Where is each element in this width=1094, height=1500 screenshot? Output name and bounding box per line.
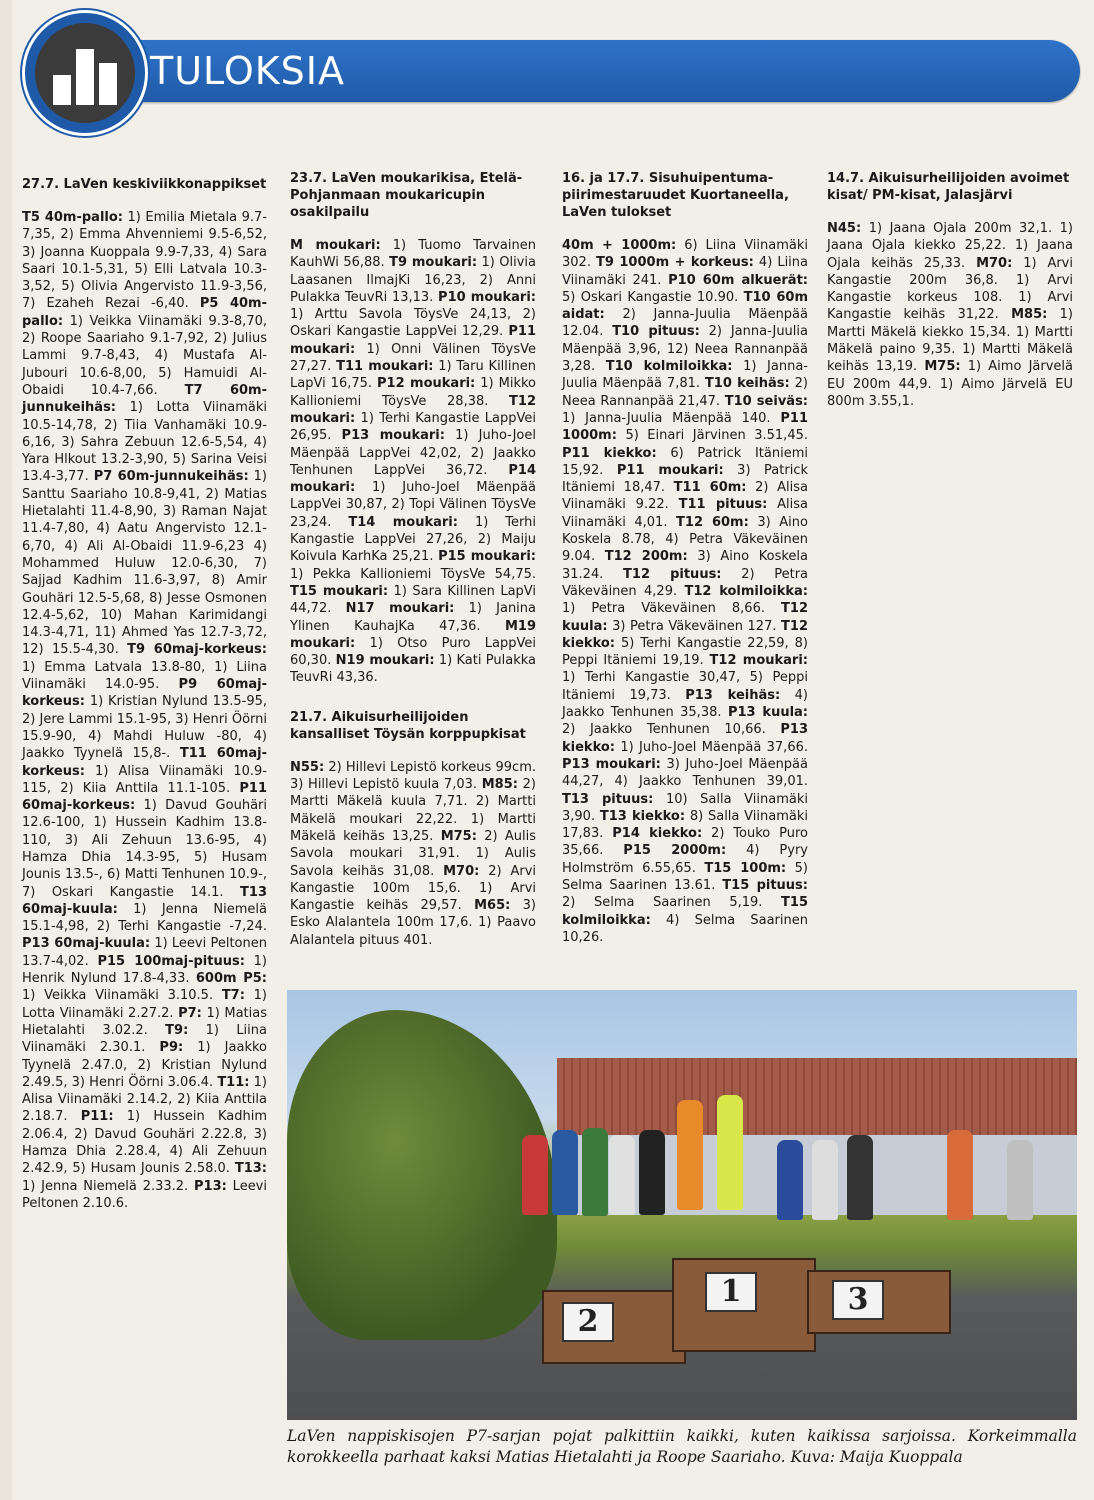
category-label: T7 60m-junnukeihäs:	[22, 382, 267, 416]
category-label: T12 60m:	[676, 514, 749, 530]
category-label: P11 moukari:	[290, 324, 536, 357]
category-label: T15 moukari:	[290, 583, 389, 599]
category-label: T12 kolmiloikka:	[684, 583, 808, 599]
podium-label-2: 2	[562, 1302, 614, 1342]
category-label: P10 moukari:	[438, 289, 536, 305]
event-heading: 21.7. Aikuisurheilijoiden kansalliset Töysän korppupkisat	[290, 709, 526, 742]
category-label: T12 moukari:	[290, 393, 536, 426]
results-logo-icon	[22, 10, 148, 136]
category-label: M moukari:	[290, 238, 381, 253]
event-heading: 27.7. LaVen keskiviikkonappikset	[22, 177, 267, 192]
category-label: N19 moukari:	[335, 653, 435, 669]
building-roof	[557, 1058, 1077, 1138]
award-ceremony-photo	[287, 990, 1077, 1420]
category-label: P15 2000m:	[623, 843, 727, 859]
event-results: N45: 1) Jaana Ojala 200m 32,1. 1) Jaana Ojala kiekko 25,22. 1) Jaana Ojala keihäs 25,33. M70: 1) Arvi Kangastie 200m 36,8. 1) Arvi Kangastie korkeus 108. 1) Arvi Kangastie keihäs 31,22. M85: 1) Martti Mäkelä kiekko 15,34. 1) Martti Mäkelä paino 9,35. 1) Martti Mäkelä keihäs 13,19. M75: 1) Aimo Järvelä EU 200m 44,9. 1) Aimo Järvelä EU 800m 3.55,1.	[827, 221, 1073, 409]
category-label: P11 1000m:	[562, 410, 808, 444]
category-label: M70:	[443, 863, 480, 879]
category-label: M65:	[474, 898, 511, 914]
event-results: M moukari: 1) Tuomo Tarvainen KauhWi 56,88. T9 moukari: 1) Olivia Laasanen IlmajKi 16,23, 2) Anni Pulakka TeuvRi 13,13. P10 moukari: 1) Arttu Savola TöysVe 24,13, 2) Oskari Kangastie LappVei 12,29. P11 moukari: 1) Onni Välinen TöysVe 27,27. T11 moukari: 1) Taru Killinen LapVi 16,75. P12 moukari: 1) Mikko Kallioniemi TöysVe 28,38. T12 moukari: 1) Terhi Kangastie LappVei 26,95. P13 moukari: 1) Juho-Joel Mäenpää LappVei 42,02, 2) Jaakko Tenhunen LappVei 36,72. P14 moukari: 1) Juho-Joel Mäenpää LappVei 30,87, 2) Topi Välinen TöysVe 23,24. T14 moukari: 1) Terhi Kangastie LappVei 27,26, 2) Maiju Koivula KarhKa 25,21. P15 moukari: 1) Pekka Kallioniemi TöysVe 54,75. T15 moukari: 1) Sara Killinen LapVi 44,72. N17 moukari: 1) Janina Ylinen KauhajKa 47,36. M19 moukari: 1) Otso Puro LappVei 60,30. N19 moukari: 1) Kati Pulakka TeuvRi 43,36.	[290, 238, 537, 686]
category-label: P10 60m alkuerät:	[668, 272, 808, 288]
event-heading: 16. ja 17.7. Sisuhuipentuma-piirimestaruudet Kuortaneella, LaVen tulokset	[562, 171, 789, 220]
podium-label-1: 1	[705, 1272, 757, 1312]
category-label: P14 moukari:	[290, 462, 536, 496]
category-label: P15 100maj-pituus:	[97, 953, 245, 969]
category-label: T13 pituus:	[562, 791, 654, 807]
category-label: P14 kiekko:	[612, 826, 703, 842]
category-label: T11:	[217, 1074, 250, 1090]
category-label: P13 kuula:	[727, 705, 809, 721]
category-label: T13 60maj-kuula:	[22, 884, 267, 917]
category-label: T14 moukari:	[348, 514, 458, 530]
category-label: T9 1000m + korkeus:	[596, 255, 754, 271]
page-edge	[0, 0, 12, 1500]
category-label: M70:	[976, 255, 1013, 271]
category-label: T10 kolmiloikka:	[605, 359, 733, 375]
category-label: T12 pituus:	[623, 566, 722, 582]
category-label: M85:	[481, 777, 518, 793]
category-label: T12 kuula:	[562, 601, 808, 634]
event-heading: 14.7. Aikuisurheilijoiden avoimet kisat/ PM-kisat, Jalasjärvi	[827, 171, 1070, 203]
category-label: M75:	[924, 359, 961, 375]
category-label: T10 seiväs:	[724, 393, 809, 409]
category-label: T12 moukari:	[709, 653, 808, 669]
category-label: P7 60m-junnukeihäs:	[93, 469, 249, 485]
category-label: P13:	[194, 1178, 227, 1194]
category-label: P11 kiekko:	[562, 445, 657, 461]
event-results: N55: 2) Hillevi Lepistö korkeus 99cm. 3) Hillevi Lepistö kuula 7,03. M85: 2) Martti Mäkelä kuula 7,71. 2) Martti Mäkelä moukari 22,22. 1) Martti Mäkelä keihäs 13,25. M75: 2) Aulis Savola moukari 31,91. 1) Aulis Savola keihäs 31,08. M70: 2) Arvi Kangastie 100m 15,6. 1) Arvi Kangastie keihäs 29,57. M65: 3) Esko Alalantela 100m 17,6. 1) Paavo Alalantela pituus 401.	[290, 759, 537, 948]
category-label: T10 60m aidat:	[562, 289, 808, 323]
category-label: T10 keihäs:	[704, 376, 790, 392]
results-column-2	[290, 170, 536, 949]
category-label: N17 moukari:	[345, 601, 455, 617]
category-label: M85:	[1011, 307, 1048, 323]
results-column-1	[22, 176, 267, 1212]
category-label: T15 pituus:	[722, 877, 808, 893]
category-label: T5 40m-pallo:	[22, 210, 123, 225]
category-label: 40m + 1000m:	[562, 238, 677, 253]
category-label: T11 pituus:	[678, 497, 768, 513]
category-label: T10 pituus:	[612, 324, 700, 340]
category-label: T13:	[234, 1161, 267, 1177]
category-label: T13 kiekko:	[599, 808, 686, 824]
category-label: T15 kolmiloikka:	[562, 895, 808, 928]
event-heading: 23.7. LaVen moukarikisa, Etelä-Pohjanmaan moukaricupin osakilpailu	[290, 171, 523, 220]
category-label: N55:	[290, 759, 325, 775]
results-column-3	[562, 170, 808, 946]
category-label: M75:	[440, 828, 477, 844]
category-label: T9 moukari:	[389, 255, 478, 271]
photo-caption: LaVen nappiskisojen P7-sarjan pojat palkittiin kaikki, kuten kaikissa sarjoissa. Korkeimmalla korokkeella parhaat kaksi Matias Hietalahti ja Roope Saariaho. Kuva: Maija Kuoppala	[287, 1427, 1077, 1466]
category-label: M19 moukari:	[290, 618, 536, 651]
category-label: T12 kiekko:	[562, 618, 808, 651]
category-label: P12 moukari:	[377, 376, 476, 392]
category-label: P7:	[178, 1005, 202, 1021]
category-label: P9:	[159, 1040, 184, 1056]
category-label: T11 moukari:	[336, 359, 434, 375]
category-label: T9:	[165, 1022, 189, 1038]
category-label: 600m P5:	[195, 971, 267, 987]
event-results: T5 40m-pallo: 1) Emilia Mietala 9.7-7,35, 2) Emma Ahvenniemi 9.5-6,52, 3) Joanna Kuoppala 9.9-7,33, 4) Sara Saari 10.1-5,31, 5) Elli Latvala 10.3-3,52, 5) Olivia Angervisto 11.9-3,56, 7) Ezaheh Rezai -6,40. P5 40m-pallo: 1) Veikka Viinamäki 9.3-8,70, 2) Roope Saariaho 9.1-7,92, 2) Julius Lammi 9.7-8,43, 4) Mustafa Al-Jubouri 10.6-8,00, 5) Hamuidi Al-Obaidi 10.4-7,66. T7 60m-junnukeihäs: 1) Lotta Viinamäki 10.5-14,78, 2) Tiia Vanhamäki 10.9-6,16, 3) Sahra Zebuun 12.6-5,54, 4) Yara Hlkout 13.2-3,90, 5) Sarina Veisi 13.4-3,77. P7 60m-junnukeihäs: 1) Santtu Saariaho 10.8-9,41, 2) Matias Hietalahti 11.4-8,90, 3) Raman Najat 11.4-7,80, 4) Aatu Angervisto 12.1-6,70, 4) Ali Al-Obaidi 11.9-6,23 4) Mohammed Huluw 12.0-6,30, 7) Sajjad Kadhim 11.6-3,97, 8) Amir Gouhäri 12.5-5,68, 8) Jesse Osmonen 12.4-5,62, 10) Mahan Karimidangi 14.3-4,71, 11) Ahmed Yas 12.7-3,72, 12) 15.5-4,30. T9 60maj-korkeus: 1) Emma Latvala 13.8-80, 1) Liina Viinamäki 14.0-95. P9 60maj-korkeus: 1) Kristian Nylund 13.5-95, 2) Jere Lammi 15.1-95, 3) Henri Öörni 15.9-90, 4) Mahdi Huluw -80, 4) Jaakko Tyynelä 15,8-. T11 60maj-korkeus: 1) Alisa Viinamäki 10.9-115, 2) Kiia Anttila 11.1-105. P11 60maj-korkeus: 1) Davud Gouhäri 12.6-100, 1) Hussein Kadhim 13.8-110, 3) Ali Zehuun 13.6-95, 4) Hamza Dhia 14.3-95, 5) Husam Jounis 13.5-, 6) Matti Tenhunen 10.9-, 7) Oskari Kangastie 14.1. T13 60maj-kuula: 1) Jenna Niemelä 15.1-4,98, 2) Terhi Kangastie -7,24. P13 60maj-kuula: 1) Leevi Peltonen 13.7-4,02. P15 100maj-pituus: 1) Henrik Nylund 17.8-4,33. 600m P5: 1) Veikka Viinamäki 3.10.5. T7: 1) Lotta Viinamäki 2.27.2. P7: 1) Matias Hietalahti 3.02.2. T9: 1) Liina Viinamäki 2.30.1. P9: 1) Jaakko Tyynelä 2.47.0, 2) Kristian Nylund 2.49.5, 3) Henri Öörni 3.06.4. T11: 1) Alisa Viinamäki 2.14.2, 2) Kiia Anttila 2.18.7. P11: 1) Hussein Kadhim 2.06.4, 2) Davud Gouhäri 2.22.8, 3) Hamza Dhia 2.28.4, 4) Ali Zehuun 2.42.9, 5) Husam Jounis 2.58.0. T13: 1) Jenna Niemelä 2.33.2. P13: Leevi Peltonen 2.10.6.	[22, 210, 268, 1211]
category-label: P13 moukari:	[562, 756, 661, 772]
category-label: T11 60maj-korkeus:	[22, 746, 267, 779]
category-label: P5 40m-pallo:	[22, 296, 267, 329]
category-label: T7:	[221, 988, 245, 1004]
section-title: TULOKSIA	[150, 49, 345, 93]
category-label: T11 60m:	[673, 480, 747, 496]
category-label: P13 keihäs:	[685, 687, 781, 703]
category-label: P11 moukari:	[616, 462, 724, 478]
event-results: 40m + 1000m: 6) Liina Viinamäki 302. T9 1000m + korkeus: 4) Liina Viinamäki 241. P10 60m alkuerät: 5) Oskari Kangastie 10.90. T10 60m aidat: 2) Janna-Juulia Mäenpää 12.04. T10 pituus: 2) Janna-Juulia Mäenpää 3,96, 12) Neea Rannanpää 3,28. T10 kolmiloikka: 1) Janna-Juulia Mäenpää 7,81. T10 keihäs: 2) Neea Rannanpää 21,47. T10 seiväs: 1) Janna-Juulia Mäenpää 140. P11 1000m: 5) Einari Järvinen 3.51,45. P11 kiekko: 6) Patrick Itäniemi 15,92. P11 moukari: 3) Patrick Itäniemi 18,47. T11 60m: 2) Alisa Viinamäki 9.22. T11 pituus: Alisa Viinamäki 4,01. T12 60m: 3) Aino Koskela 8.78, 4) Petra Väkeväinen 9.04. T12 200m: 3) Aino Koskela 31.24. T12 pituus: 2) Petra Väkeväinen 4,29. T12 kolmiloikka: 1) Petra Väkeväinen 8,66. T12 kuula: 3) Petra Väkeväinen 127. T12 kiekko: 5) Terhi Kangastie 22,59, 8) Peppi Itäniemi 19,19. T12 moukari: 1) Terhi Kangastie 30,47, 5) Peppi Itäniemi 19,73. P13 keihäs: 4) Jaakko Tenhunen 35,38. P13 kuula: 2) Jaakko Tenhunen 10,66. P13 kiekko: 1) Juho-Joel Mäenpää 37,66. P13 moukari: 3) Juho-Joel Mäenpää 44,27, 4) Jaakko Tenhunen 39,01. T13 pituus: 10) Salla Viinamäki 3,90. T13 kiekko: 8) Salla Viinamäki 17,83. P14 kiekko: 2) Touko Puro 35,66. P15 2000m: 4) Pyry Holmström 6.55,65. T15 100m: 5) Selma Saarinen 13.61. T15 pituus: 2) Selma Saarinen 5,19. T15 kolmiloikka: 4) Selma Saarinen 10,26.	[562, 238, 809, 945]
category-label: P15 moukari:	[438, 549, 536, 565]
category-label: T15 100m:	[704, 860, 787, 876]
category-label: N45:	[827, 221, 862, 236]
category-label: P13 kiekko:	[562, 722, 808, 755]
header-banner	[88, 40, 1080, 102]
category-label: P13 60maj-kuula:	[22, 936, 151, 952]
category-label: T9 60maj-korkeus:	[127, 642, 267, 658]
category-label: P9 60maj-korkeus:	[22, 677, 267, 710]
category-label: P13 moukari:	[341, 428, 445, 444]
podium-label-3: 3	[832, 1280, 884, 1320]
category-label: P11 60maj-korkeus:	[22, 780, 267, 814]
category-label: T12 200m:	[604, 549, 688, 565]
results-column-4	[827, 170, 1073, 410]
trees	[287, 1010, 557, 1340]
category-label: P11:	[80, 1109, 114, 1125]
